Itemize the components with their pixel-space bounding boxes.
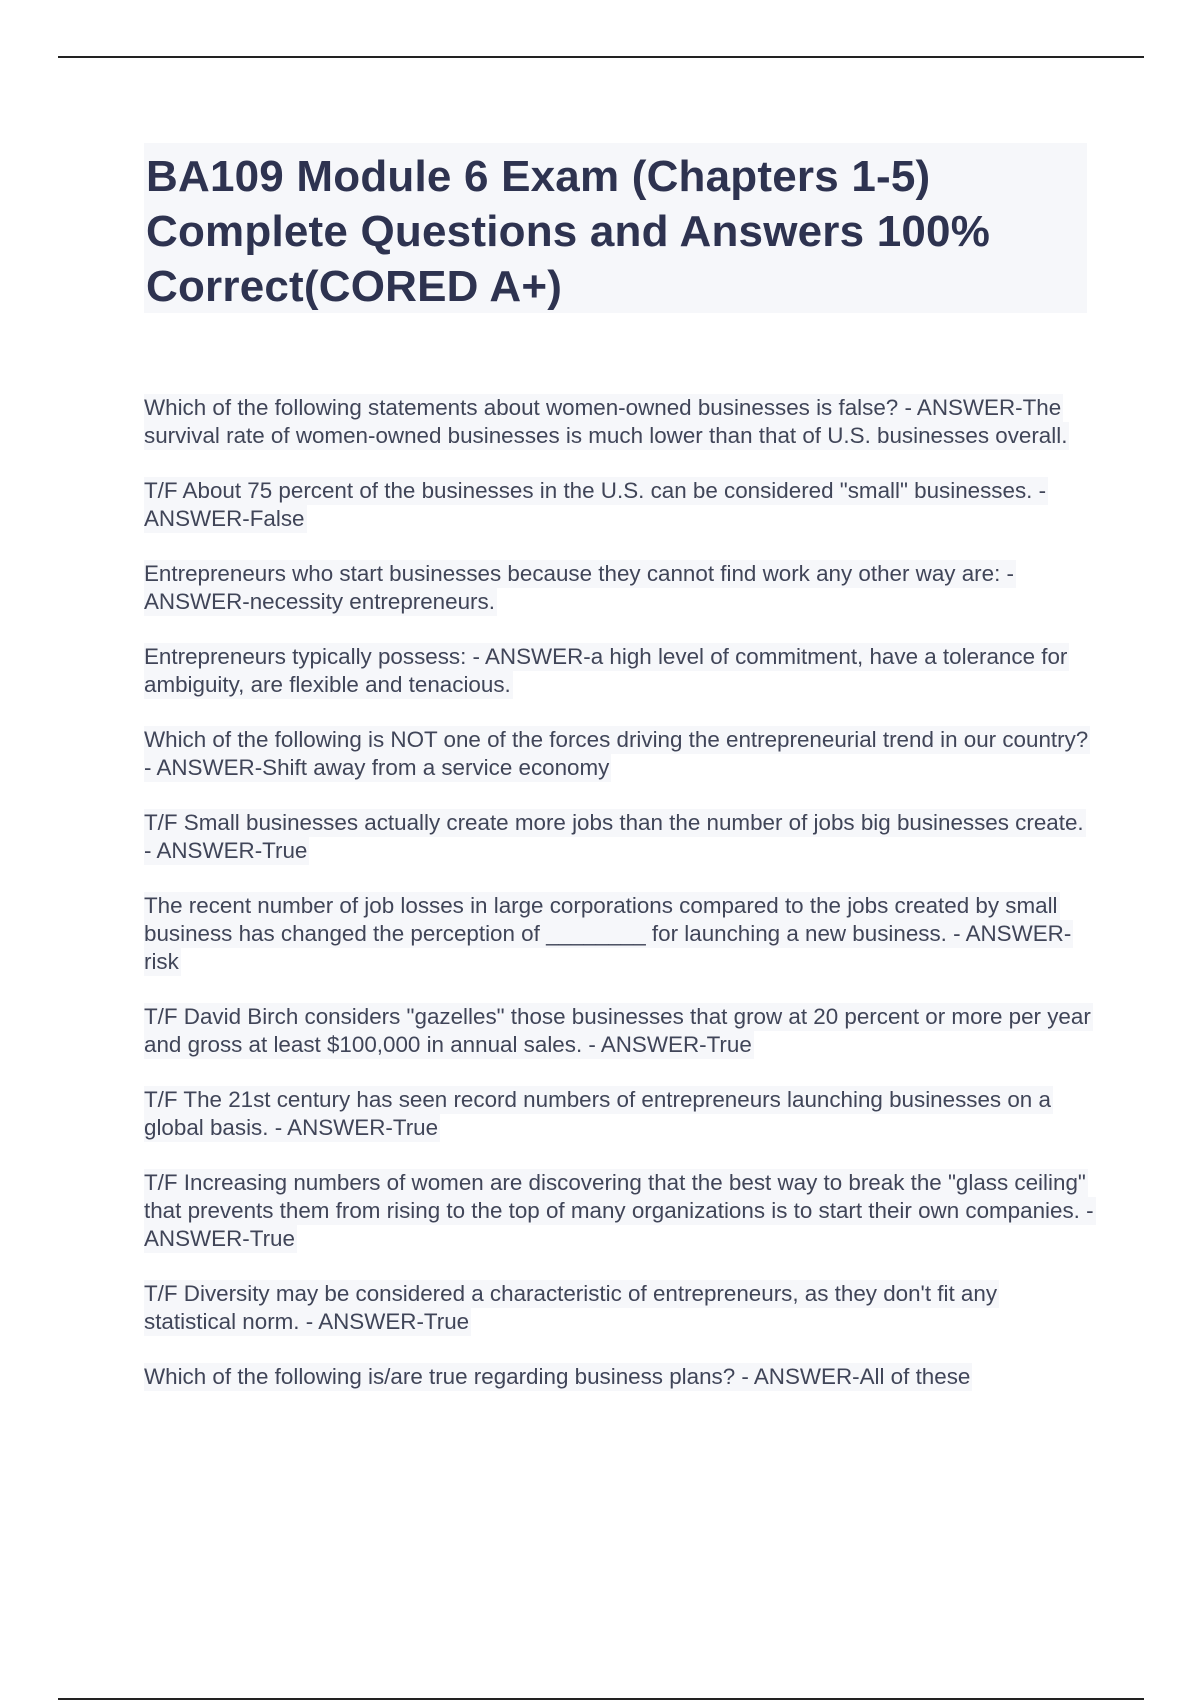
qa-text: T/F Increasing numbers of women are discovering that the best way to break the "glass ceiling" that prevents them from rising to the top of many organizations is to start their own companies. - ANSWER-True (144, 1170, 1094, 1251)
qa-text: T/F Small businesses actually create more jobs than the number of jobs big businesses create. - ANSWER-True (144, 810, 1084, 863)
qa-item (144, 809, 1094, 865)
qa-text: T/F The 21st century has seen record numbers of entrepreneurs launching businesses on a global basis. - ANSWER-True (144, 1087, 1051, 1140)
header-rule (58, 56, 1144, 58)
qa-item (144, 892, 1094, 976)
title-block (144, 143, 1087, 313)
qa-item (144, 560, 1094, 616)
qa-item (144, 1086, 1094, 1142)
qa-text: T/F Diversity may be considered a characteristic of entrepreneurs, as they don't fit any statistical norm. - ANSWER-True (144, 1281, 998, 1334)
qa-text: Entrepreneurs typically possess: - ANSWER-a high level of commitment, have a tolerance for ambiguity, are flexible and tenacious. (144, 644, 1068, 697)
qa-item (144, 643, 1094, 699)
qa-item (144, 726, 1094, 782)
qa-list (144, 394, 1094, 1418)
qa-item (144, 477, 1094, 533)
qa-text: Which of the following statements about women-owned businesses is false? - ANSWER-The survival rate of women-owned businesses is much lower than that of U.S. businesses overall. (144, 395, 1068, 448)
qa-text: T/F David Birch considers "gazelles" those businesses that grow at 20 percent or more per year and gross at least $100,000 in annual sales. - ANSWER-True (144, 1004, 1091, 1057)
qa-text: T/F About 75 percent of the businesses in the U.S. can be considered "small" businesses. - ANSWER-False (144, 478, 1047, 531)
qa-item (144, 1169, 1094, 1253)
qa-text: Entrepreneurs who start businesses because they cannot find work any other way are: - ANSWER-necessity entrepreneurs. (144, 561, 1014, 614)
qa-text: Which of the following is NOT one of the forces driving the entrepreneurial trend in our country? - ANSWER-Shift away from a service economy (144, 727, 1089, 780)
qa-item (144, 1363, 1094, 1391)
qa-item (144, 394, 1094, 450)
qa-item (144, 1280, 1094, 1336)
qa-text: Which of the following is/are true regarding business plans? - ANSWER-All of these (144, 1364, 971, 1389)
page-title: BA109 Module 6 Exam (Chapters 1-5) Complete Questions and Answers 100% Correct(CORED A+) (146, 152, 991, 311)
qa-text: The recent number of job losses in large corporations compared to the jobs created by small business has changed the perception of ________ for launching a new business. - ANSWER-risk (144, 893, 1072, 974)
qa-item (144, 1003, 1094, 1059)
